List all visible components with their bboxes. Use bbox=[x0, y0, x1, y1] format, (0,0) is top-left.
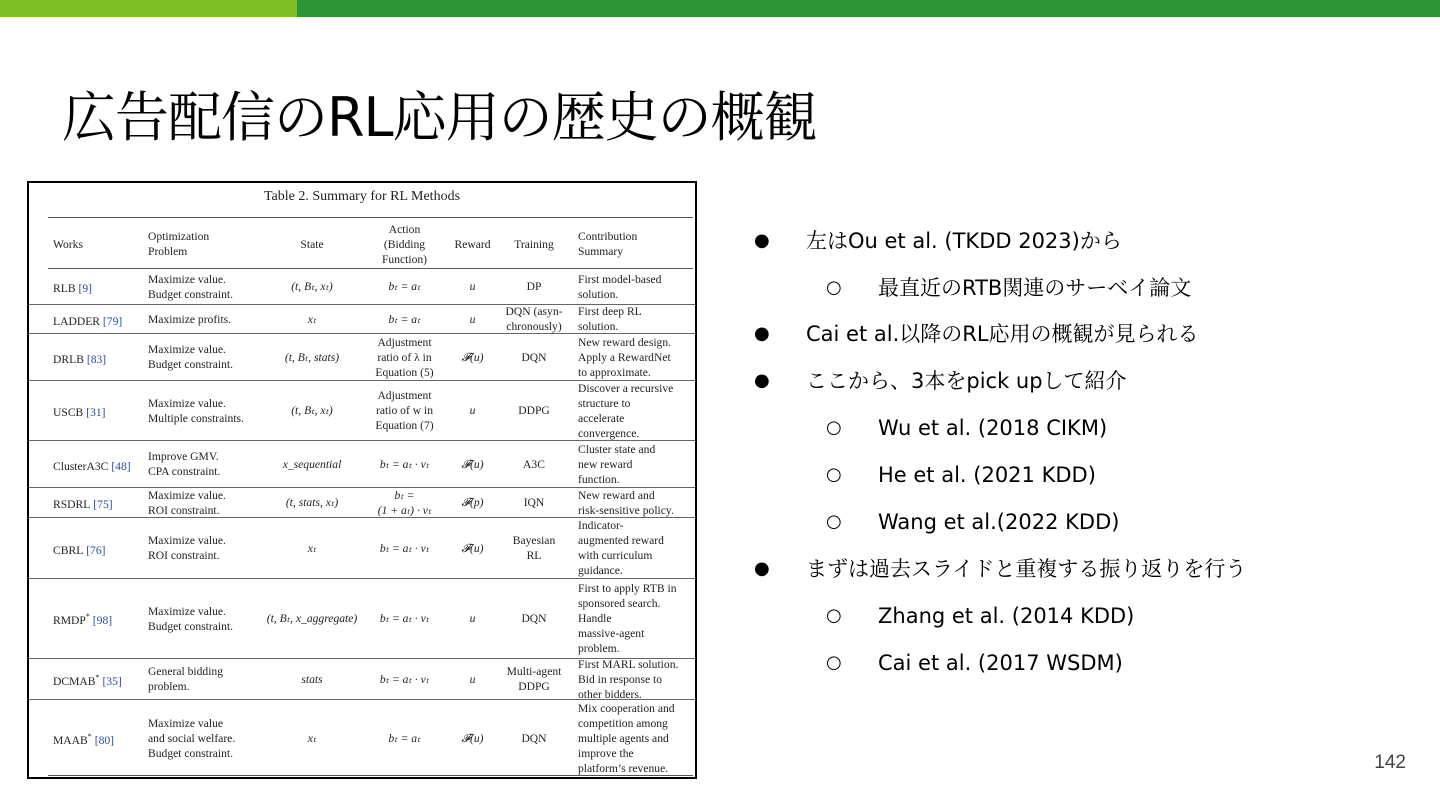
training-cell: IQN bbox=[523, 496, 545, 509]
work-name: DRLB [83] bbox=[53, 352, 107, 366]
table-image bbox=[27, 181, 697, 779]
optimization-cell: Improve GMV. CPA constraint. bbox=[148, 450, 221, 478]
bullet-item: まずは過去スライドと重複する振り返りを行う bbox=[806, 557, 1247, 581]
reward-cell: 𝓕(u) bbox=[461, 732, 484, 745]
action-cell: Adjustment ratio of w in Equation (7) bbox=[375, 389, 434, 432]
bullet-dot: ● bbox=[754, 558, 770, 579]
bullet-dot: ● bbox=[754, 370, 770, 391]
training-cell: Bayesian RL bbox=[512, 534, 556, 562]
table-row bbox=[29, 304, 695, 333]
optimization-cell: Maximize value. Budget constraint. bbox=[148, 272, 234, 301]
training-cell: DQN (asyn- chronously) bbox=[505, 305, 563, 333]
reward-cell: 𝓕(p) bbox=[461, 496, 484, 509]
reward-cell: u bbox=[469, 280, 476, 293]
table-row bbox=[29, 487, 695, 517]
slide-title: 広告配信のRL応用の歴史の概観 bbox=[62, 86, 817, 149]
table-row bbox=[29, 333, 695, 380]
optimization-cell: General bidding problem. bbox=[148, 665, 224, 693]
sub-bullet-circle: ○ bbox=[826, 417, 842, 438]
table-row bbox=[29, 269, 695, 304]
table-row bbox=[29, 380, 695, 440]
header-works: Works bbox=[53, 237, 83, 251]
optimization-cell: Maximize value. Budget constraint. bbox=[148, 604, 234, 633]
training-cell: DP bbox=[526, 280, 542, 293]
header-contribution: Contribution Summary bbox=[578, 230, 638, 258]
reward-cell: u bbox=[469, 672, 476, 686]
action-cell: bₜ = aₜ bbox=[388, 312, 421, 326]
contribution-cell: Cluster state and new reward function. bbox=[578, 442, 656, 486]
work-name: RSDRL [75] bbox=[53, 497, 113, 511]
reward-cell: 𝓕(u) bbox=[461, 541, 484, 555]
optimization-cell: Maximize value and social welfare. Budget constraint. bbox=[148, 717, 236, 760]
contribution-cell: First to apply RTB in sponsored search. Handle massive-agent problem. bbox=[578, 582, 677, 655]
state-cell: (t, stats, xₜ) bbox=[285, 496, 339, 509]
state-cell: (t, Bₜ, xₜ) bbox=[291, 280, 333, 293]
sub-bullet-circle: ○ bbox=[826, 652, 842, 673]
training-cell: DQN bbox=[521, 350, 547, 364]
optimization-cell: Maximize value. Budget constraint. bbox=[148, 343, 234, 371]
action-cell: Adjustment ratio of λ in Equation (5) bbox=[375, 335, 434, 379]
state-cell: x_sequential bbox=[282, 457, 342, 471]
contribution-cell: First deep RL solution. bbox=[578, 305, 642, 333]
work-name: RLB [9] bbox=[53, 281, 92, 295]
action-cell: bₜ = aₜ bbox=[388, 280, 421, 293]
action-cell: bₜ = aₜ · vₜ bbox=[379, 457, 430, 471]
top-accent-bar-dark bbox=[297, 0, 1440, 17]
reward-cell: u bbox=[469, 404, 476, 417]
contribution-cell: Indicator- augmented reward with curriculum guidance. bbox=[578, 519, 664, 577]
top-accent-bar-light bbox=[0, 0, 297, 17]
reward-cell: 𝓕(u) bbox=[461, 350, 484, 364]
table-header-row bbox=[29, 219, 695, 269]
page-number: 142 bbox=[1374, 752, 1406, 773]
training-cell: DQN bbox=[521, 612, 547, 625]
optimization-cell: Maximize value. ROI constraint. bbox=[148, 534, 226, 562]
sub-bullet-item: Zhang et al. (2014 KDD) bbox=[878, 604, 1135, 628]
sub-bullet-circle: ○ bbox=[826, 605, 842, 626]
bullet-item: ここから、3本をpick upして紹介 bbox=[806, 369, 1127, 393]
work-name: CBRL [76] bbox=[53, 543, 106, 557]
table-top-rule bbox=[48, 217, 693, 218]
training-cell: DDPG bbox=[518, 404, 550, 417]
action-cell: bₜ = (1 + aₜ) · vₜ bbox=[377, 488, 432, 517]
action-cell: bₜ = aₜ · vₜ bbox=[379, 541, 430, 555]
reward-cell: u bbox=[469, 612, 476, 625]
state-cell: xₜ bbox=[307, 541, 317, 555]
action-cell: bₜ = aₜ bbox=[388, 732, 421, 745]
table-row bbox=[29, 517, 695, 578]
training-cell: Multi-agent DDPG bbox=[506, 665, 562, 693]
header-action: Action (Bidding Function) bbox=[381, 222, 428, 266]
optimization-cell: Maximize value. ROI constraint. bbox=[148, 488, 226, 517]
contribution-cell: New reward and risk-sensitive policy. bbox=[578, 488, 674, 517]
bullet-dot: ● bbox=[754, 323, 770, 344]
work-name: USCB [31] bbox=[53, 405, 106, 419]
table-row bbox=[29, 440, 695, 487]
sub-bullet-item: Wu et al. (2018 CIKM) bbox=[878, 416, 1108, 440]
sub-bullet-item: Wang et al.(2022 KDD) bbox=[878, 510, 1120, 534]
sub-bullet-item: He et al. (2021 KDD) bbox=[878, 463, 1096, 487]
table-row bbox=[29, 699, 695, 777]
work-name: MAAB* [80] bbox=[53, 732, 115, 747]
header-optimization: Optimization Problem bbox=[148, 230, 210, 258]
bullet-item: Cai et al.以降のRL応用の概観が見られる bbox=[806, 322, 1199, 346]
state-cell: xₜ bbox=[307, 312, 317, 326]
header-training: Training bbox=[514, 237, 554, 251]
work-name: LADDER [79] bbox=[53, 314, 123, 328]
sub-bullet-circle: ○ bbox=[826, 464, 842, 485]
contribution-cell: Mix cooperation and competition among multiple agents and improve the platform’s revenue. bbox=[578, 702, 675, 775]
state-cell: stats bbox=[301, 672, 323, 686]
sub-bullet-circle: ○ bbox=[826, 277, 842, 298]
optimization-cell: Maximize value. Multiple constraints. bbox=[148, 396, 244, 425]
state-cell: xₜ bbox=[307, 732, 317, 745]
state-cell: (t, Bₜ, xₜ) bbox=[291, 404, 333, 417]
header-state: State bbox=[300, 237, 324, 251]
optimization-cell: Maximize profits. bbox=[148, 312, 232, 326]
training-cell: DQN bbox=[521, 732, 547, 745]
contribution-cell: First model-based solution. bbox=[578, 272, 662, 301]
bullet-item: 左はOu et al. (TKDD 2023)から bbox=[806, 229, 1122, 253]
action-cell: bₜ = aₜ · vₜ bbox=[379, 672, 430, 686]
bullet-dot: ● bbox=[754, 230, 770, 251]
contribution-cell: First MARL solution. Bid in response to other bidders. bbox=[578, 657, 679, 701]
work-name: RMDP* [98] bbox=[53, 612, 113, 627]
state-cell: (t, Bₜ, x_aggregate) bbox=[266, 612, 358, 625]
contribution-cell: New reward design. Apply a RewardNet to approximate. bbox=[578, 335, 672, 379]
sub-bullet-circle: ○ bbox=[826, 511, 842, 532]
action-cell: bₜ = aₜ · vₜ bbox=[379, 612, 430, 625]
training-cell: A3C bbox=[523, 457, 545, 471]
header-reward: Reward bbox=[454, 237, 491, 251]
table-caption: Table 2. Summary for RL Methods bbox=[263, 189, 461, 204]
reward-cell: 𝓕(u) bbox=[461, 457, 484, 471]
work-name: DCMAB* [35] bbox=[53, 672, 122, 688]
sub-bullet-item: 最直近のRTB関連のサーベイ論文 bbox=[878, 276, 1192, 300]
reward-cell: u bbox=[469, 312, 476, 326]
work-name: ClusterA3C [48] bbox=[53, 459, 131, 473]
contribution-cell: Discover a recursive structure to accelerate convergence. bbox=[578, 381, 674, 440]
sub-bullet-item: Cai et al. (2017 WSDM) bbox=[878, 651, 1123, 675]
table-row bbox=[29, 658, 695, 699]
state-cell: (t, Bₜ, stats) bbox=[284, 350, 340, 364]
table-row bbox=[29, 578, 695, 658]
